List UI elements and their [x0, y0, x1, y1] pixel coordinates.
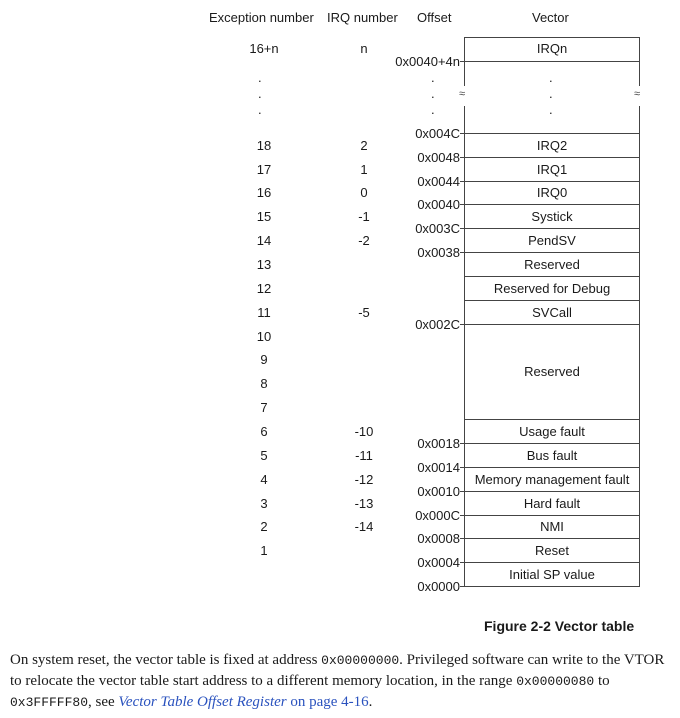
table-bottom-border — [464, 586, 640, 587]
offset-label: 0x002C — [415, 317, 460, 332]
paragraph-text: to — [594, 673, 610, 689]
row-divider — [464, 181, 640, 182]
irq-number: -13 — [354, 496, 374, 511]
range-end-address: 0x3FFFFF80 — [10, 695, 89, 710]
exception-number: 16 — [256, 185, 272, 200]
offset-label: 0x0000 — [417, 579, 460, 594]
table-left-border-upper — [464, 37, 465, 86]
exception-number: 10 — [256, 329, 272, 344]
vector-cell: Memory management fault — [474, 472, 630, 487]
vector-cell: IRQ2 — [536, 138, 568, 153]
paragraph-text: On system reset, the vector table is fixed at address — [10, 652, 322, 668]
vector-cell: IRQ0 — [536, 185, 568, 200]
break-marker-right: ≈ — [634, 88, 641, 100]
exception-number: 14 — [256, 233, 272, 248]
irq-number: -2 — [358, 233, 370, 248]
offset-label: 0x0038 — [417, 245, 460, 260]
exception-number: 6 — [260, 424, 268, 439]
exception-number: 15 — [256, 209, 272, 224]
exception-number: 12 — [256, 281, 272, 296]
row-divider — [464, 133, 640, 134]
exception-number: 7 — [260, 400, 268, 415]
body-paragraph — [10, 650, 670, 713]
vector-cell: Initial SP value — [509, 567, 595, 582]
exception-ellipsis: . . . — [258, 70, 262, 117]
offset-label: 0x0040 — [417, 197, 460, 212]
irq-number: -1 — [358, 209, 370, 224]
offset-label: 0x0048 — [417, 150, 460, 165]
exception-number: 2 — [260, 519, 268, 534]
offset-ellipsis: . . . — [431, 70, 435, 117]
page-link[interactable]: on page 4-16 — [290, 694, 369, 710]
row-divider — [464, 562, 640, 563]
offset-label: 0x0018 — [417, 436, 460, 451]
paragraph-text: . — [368, 694, 373, 710]
row-divider — [464, 515, 640, 516]
vector-header: Vector — [532, 10, 569, 25]
irq-number: 0 — [360, 185, 368, 200]
break-marker-left: ≈ — [459, 88, 466, 100]
vector-cell: IRQ1 — [536, 162, 568, 177]
exception-number: 5 — [260, 448, 268, 463]
offset-header: Offset — [417, 10, 452, 25]
vector-cell: Usage fault — [519, 424, 585, 439]
row-divider — [464, 300, 640, 301]
row-divider — [464, 252, 640, 253]
reset-address: 0x00000000 — [321, 653, 400, 668]
figure-caption: Figure 2-2 Vector table — [484, 618, 635, 634]
row-divider — [464, 538, 640, 539]
irq-number: -12 — [354, 472, 374, 487]
row-divider — [464, 228, 640, 229]
vtor-link[interactable]: Vector Table Offset Register — [118, 694, 287, 710]
exception-number-top: 16+n — [249, 41, 279, 56]
vector-cell: SVCall — [532, 305, 572, 320]
vector-cell: Systick — [531, 209, 573, 224]
irq-number: -10 — [354, 424, 374, 439]
vector-cell: Hard fault — [523, 496, 581, 511]
vector-cell: PendSV — [528, 233, 576, 248]
irq-number: -14 — [354, 519, 374, 534]
exception-number: 17 — [256, 162, 272, 177]
offset-label: 0x0014 — [417, 460, 460, 475]
vector-cell: Reserved — [524, 257, 580, 272]
vector-cell: IRQn — [536, 41, 568, 56]
irq-number: 2 — [360, 138, 368, 153]
irq-number-top: n — [360, 41, 368, 56]
row-divider — [464, 443, 640, 444]
row-divider — [464, 157, 640, 158]
irq-number: -11 — [355, 448, 373, 463]
exception-number: 11 — [257, 305, 271, 320]
offset-label: 0x000C — [415, 508, 460, 523]
vector-cell: NMI — [540, 519, 564, 534]
exception-number: 8 — [260, 376, 268, 391]
offset-label: 0x0004 — [417, 555, 460, 570]
range-start-address: 0x00000080 — [516, 674, 595, 689]
vector-cell: Bus fault — [526, 448, 578, 463]
row-divider — [464, 276, 640, 277]
exception-number: 13 — [256, 257, 272, 272]
offset-label: 0x0044 — [417, 174, 460, 189]
offset-label: 0x0010 — [417, 484, 460, 499]
vector-cell: Reserved for Debug — [493, 281, 611, 296]
exception-number: 1 — [260, 543, 268, 558]
vector-cell: Reserved — [524, 364, 580, 379]
exception-number: 4 — [260, 472, 268, 487]
paragraph-text: . Privileged software can write to the VTOR to relocate the vector table start address to a different memory location, in the range — [10, 652, 665, 689]
irq-number: 1 — [360, 162, 368, 177]
table-top-border — [464, 37, 640, 38]
paragraph-text: , see — [88, 694, 119, 710]
offset-top: 0x0040+4n — [395, 54, 460, 69]
offset-label: 0x003C — [415, 221, 460, 236]
row-divider — [464, 419, 640, 420]
row-divider — [464, 467, 640, 468]
irq-number-header: IRQ number — [327, 10, 398, 25]
row-divider — [464, 324, 640, 325]
offset-label: 0x0008 — [417, 531, 460, 546]
table-right-border-upper — [639, 37, 640, 86]
row-divider — [464, 491, 640, 492]
irq-number: -5 — [358, 305, 370, 320]
exception-number: 18 — [256, 138, 272, 153]
row-divider — [464, 61, 640, 62]
offset-label: 0x004C — [415, 126, 460, 141]
exception-number: 3 — [260, 496, 268, 511]
exception-number: 9 — [260, 352, 268, 367]
vector-cell: Reset — [535, 543, 569, 558]
exception-number-header: Exception number — [209, 10, 314, 25]
row-divider — [464, 204, 640, 205]
vector-ellipsis: . . . — [549, 70, 553, 117]
